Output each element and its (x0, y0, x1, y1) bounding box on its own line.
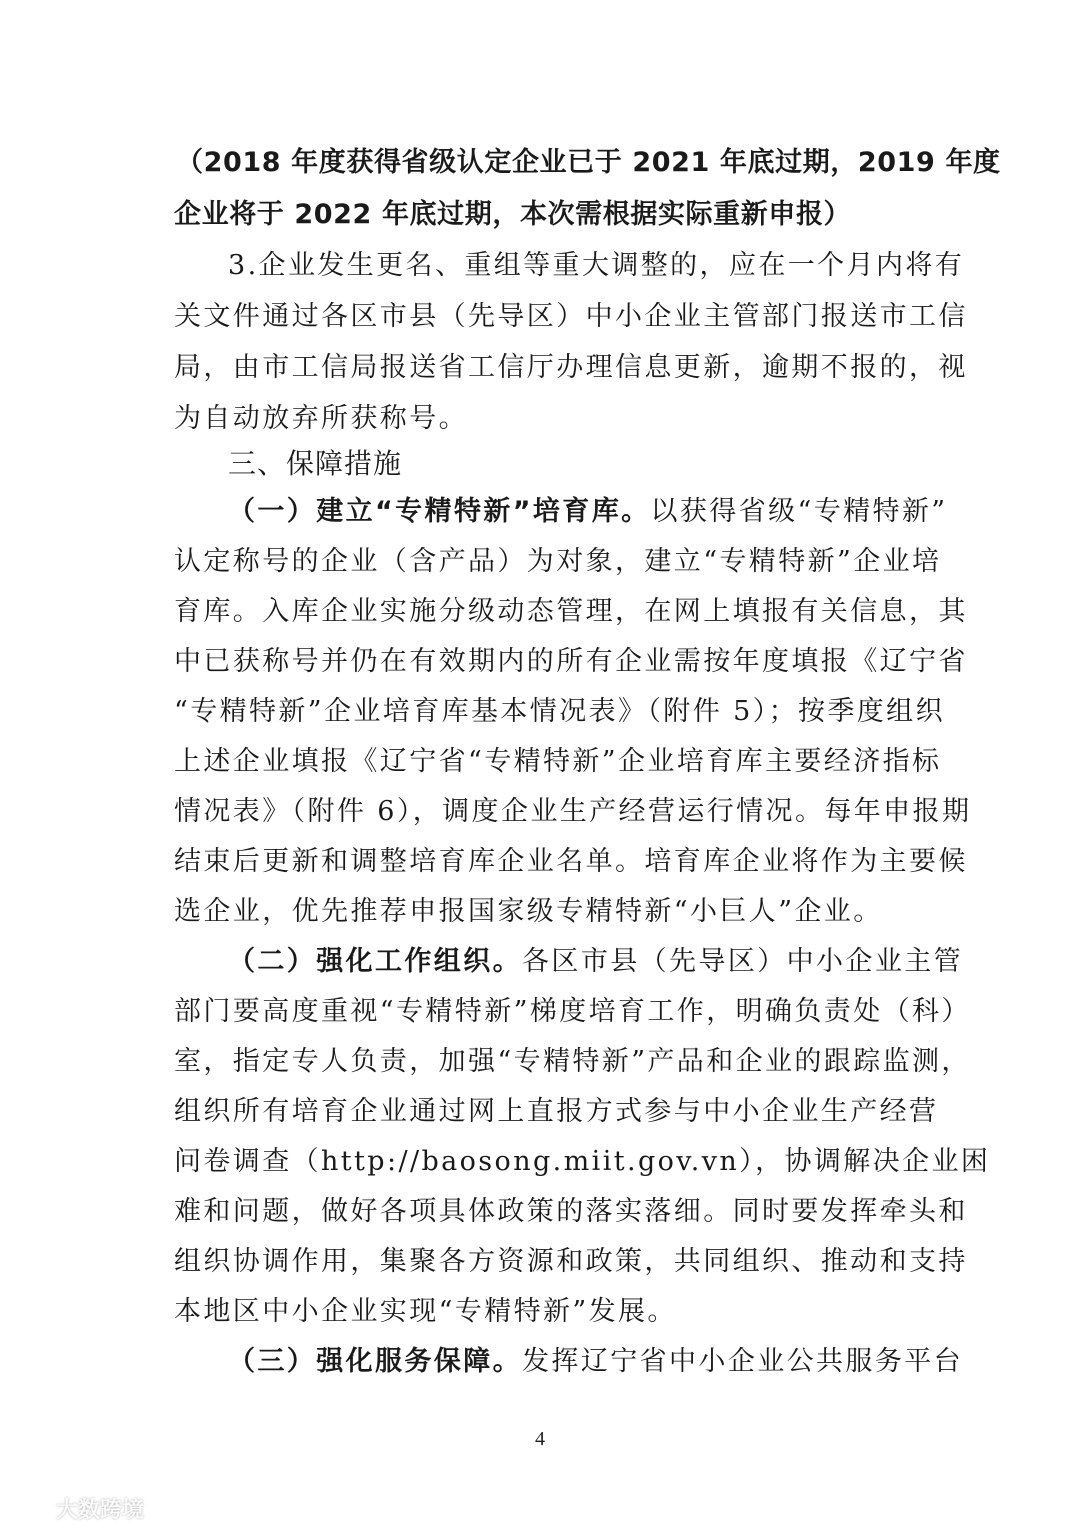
paragraph-line: 企业将于 2022 年底过期，本次需根据实际重新申报） (174, 199, 852, 230)
paragraph-line: 认定称号的企业（含产品）为对象，建立“专精特新”企业培 (174, 546, 942, 577)
paragraph-line: 问卷调查（http://baosong.miit.gov.vn），协调解决企业困 (174, 1146, 991, 1177)
watermark (6, 1490, 144, 1526)
paragraph-line: 为自动放弃所获称号。 (174, 403, 468, 434)
watermark-text: 大数跨境 (56, 1497, 145, 1523)
paragraph-line: 组织所有培育企业通过网上直报方式参与中小企业生产经营 (174, 1096, 939, 1127)
page-number: 4 (535, 1428, 545, 1450)
section-marker: （二） (228, 946, 317, 977)
paragraph-line: 结束后更新和调整培育库企业名单。培育库企业将作为主要候 (174, 846, 968, 877)
paragraph-line: 中已获称号并仍在有效期内的所有企业需按年度填报《辽宁省 (174, 646, 968, 677)
paragraph-line: 情况表》（附件 6），调度企业生产经营运行情况。每年申报期 (174, 796, 972, 827)
paragraph-line (228, 487, 1008, 537)
section-heading: 三、保障措施 (228, 447, 403, 480)
paragraph-line (228, 1337, 1008, 1387)
subsection-title: 强化服务保障。 (316, 1346, 523, 1377)
paragraph-line: （2018 年度获得省级认定企业已于 2021 年底过期，2019 年度 (176, 147, 1001, 178)
paragraph-text: 以获得省级“专精特新” (650, 496, 948, 527)
paragraph-line: 难和问题，做好各项具体政策的落实落细。同时要发挥牵头和 (174, 1196, 968, 1227)
paragraph-line: 育库。入库企业实施分级动态管理，在网上填报有关信息，其 (174, 596, 968, 627)
paragraph-line (228, 937, 1008, 987)
paragraph-line: 选企业，优先推荐申报国家级专精特新“小巨人”企业。 (174, 896, 883, 927)
paragraph-text: 发挥辽宁省中小企业公共服务平台 (522, 1346, 964, 1377)
section-marker: （三） (228, 1346, 317, 1377)
paragraph-line: 上述企业填报《辽宁省“专精特新”企业培育库主要经济指标 (174, 746, 942, 777)
paragraph-line: 局，由市工信局报送省工信厅办理信息更新，逾期不报的，视 (174, 352, 968, 383)
paragraph-line: 部门要高度重视“专精特新”梯度培育工作，明确负责处（科） (174, 996, 971, 1027)
paragraph-line: 组织协调作用，集聚各方资源和政策，共同组织、推动和支持 (174, 1246, 968, 1277)
paragraph-line: 关文件通过各区市县（先导区）中小企业主管部门报送市工信 (174, 301, 968, 332)
subsection-title: 强化工作组织。 (316, 946, 523, 977)
paragraph-line: “专精特新”企业培育库基本情况表》（附件 5）；按季度组织 (174, 696, 945, 727)
paragraph-text: 各区市县（先导区）中小企业主管 (522, 946, 964, 977)
paragraph-line: 本地区中小企业实现“专精特新”发展。 (174, 1296, 677, 1327)
paragraph-line: 3.企业发生更名、重组等重大调整的，应在一个月内将有 (228, 250, 965, 281)
section-marker: （一） (228, 496, 317, 527)
paragraph-line: 室，指定专人负责，加强“专精特新”产品和企业的跟踪监测， (174, 1046, 971, 1077)
chat-bubble-logo-icon (6, 1493, 50, 1523)
subsection-title: 建立“专精特新”培育库。 (316, 496, 651, 527)
